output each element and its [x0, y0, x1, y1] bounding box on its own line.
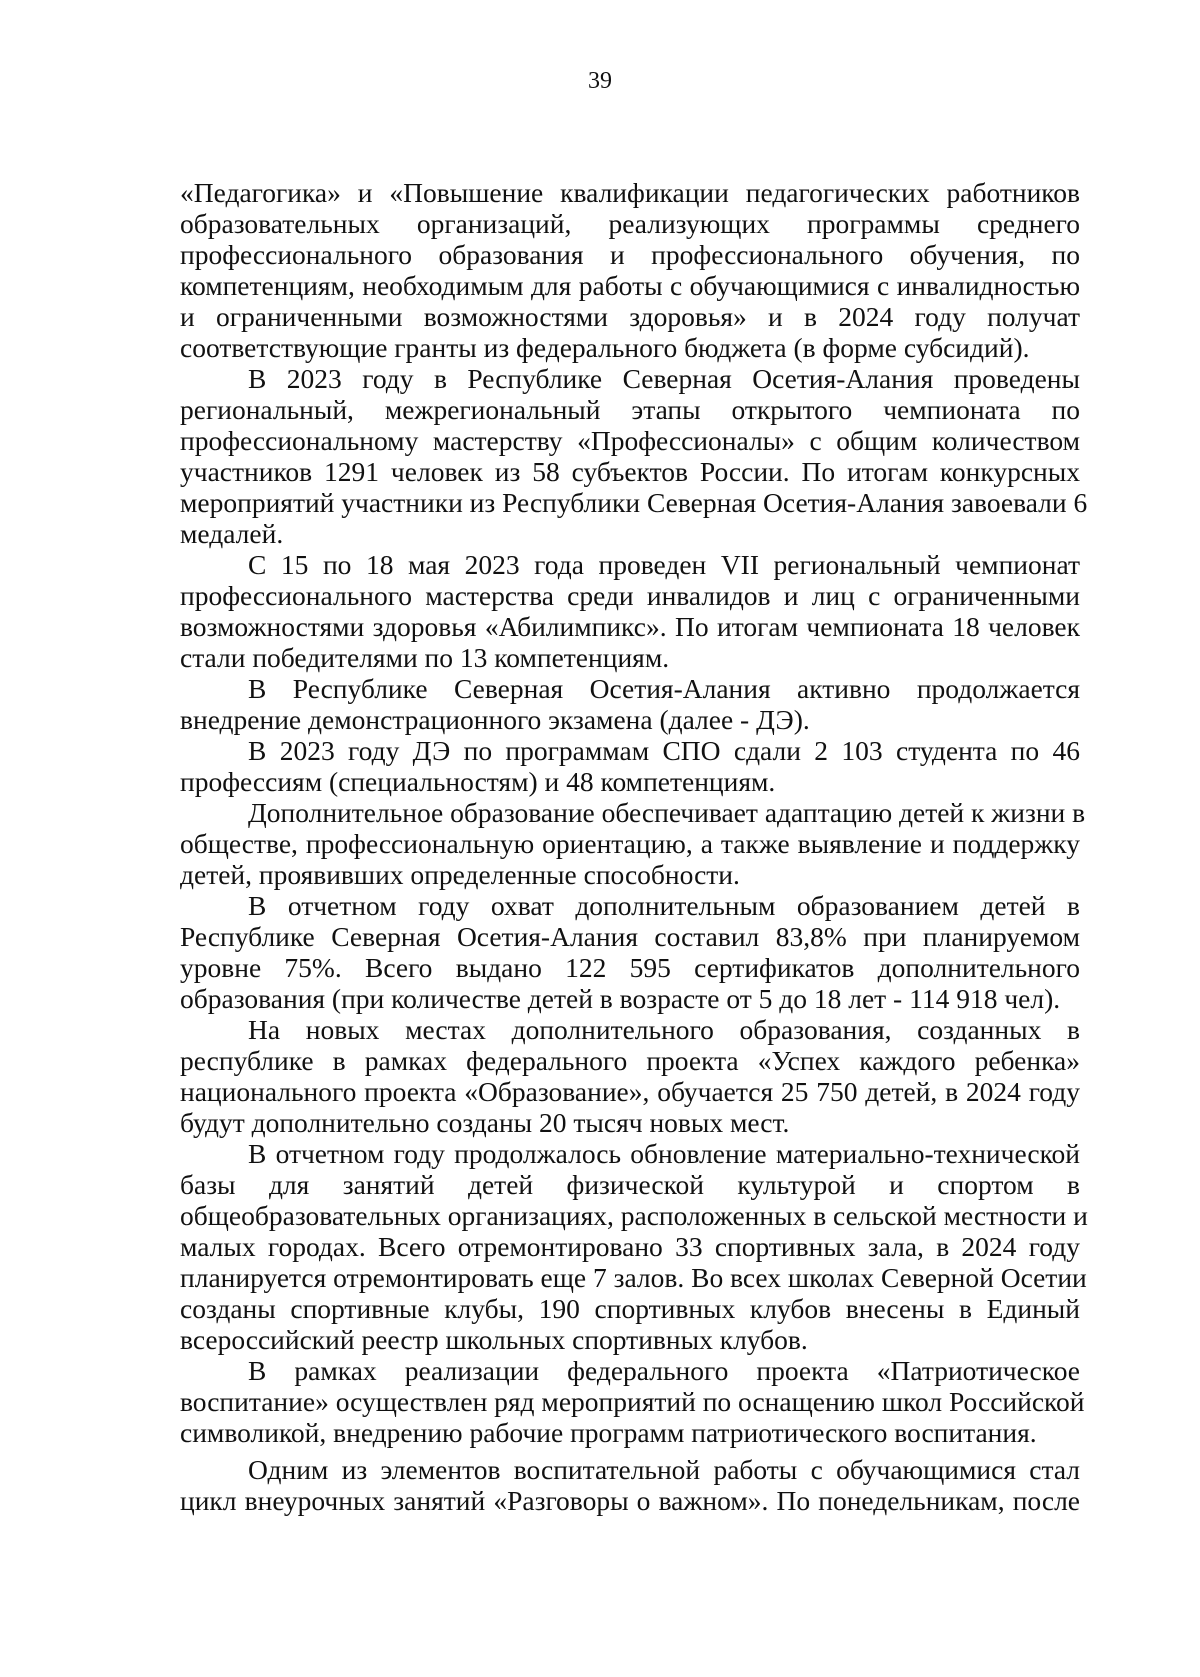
text-line: обществе, профессиональную ориентацию, а также выявление и поддержку	[180, 828, 1080, 859]
page-number: 39	[588, 68, 612, 94]
text-line: цикл внеурочных занятий «Разговоры о важном». По понедельникам, после	[180, 1485, 1080, 1516]
text-line: будут дополнительно созданы 20 тысяч новых мест.	[180, 1107, 790, 1138]
text-line: Одним из элементов воспитательной работы с обучающимися стал	[248, 1454, 1080, 1485]
text-line: республике в рамках федерального проекта «Успех каждого ребенка»	[180, 1045, 1080, 1076]
text-line: стали победителями по 13 компетенциям.	[180, 642, 670, 673]
text-line: образования (при количестве детей в возрасте от 5 до 18 лет - 114 918 чел).	[180, 983, 1061, 1014]
text-line: В рамках реализации федерального проекта «Патриотическое	[248, 1355, 1080, 1386]
text-line: В 2023 году в Республике Северная Осетия-Алания проведены	[248, 363, 1080, 394]
paragraph	[180, 549, 1080, 673]
text-line: В отчетном году продолжалось обновление материально-технической	[248, 1138, 1080, 1169]
text-line: Дополнительное образование обеспечивает адаптацию детей к жизни в	[248, 797, 1086, 828]
text-line: символикой, внедрению рабочие программ патриотического воспитания.	[180, 1417, 1037, 1448]
text-line: В Республике Северная Осетия-Алания активно продолжается	[248, 673, 1080, 704]
paragraph	[180, 673, 1080, 735]
text-line: участников 1291 человек из 58 субъектов России. По итогам конкурсных	[180, 456, 1080, 487]
text-line: профессиональному мастерству «Профессионалы» с общим количеством	[180, 425, 1080, 456]
text-line: медалей.	[180, 518, 284, 549]
paragraph	[180, 1355, 1085, 1448]
text-line: созданы спортивные клубы, 190 спортивных клубов внесены в Единый	[180, 1293, 1080, 1324]
paragraph	[180, 735, 1080, 797]
paragraph	[180, 1454, 1080, 1516]
text-line: и ограниченными возможностями здоровья» и в 2024 году получат	[180, 301, 1080, 332]
text-line: региональный, межрегиональный этапы открытого чемпионата по	[180, 394, 1080, 425]
paragraph	[180, 797, 1086, 890]
paragraph	[180, 890, 1080, 1014]
text-line: национального проекта «Образование», обучается 25 750 детей, в 2024 году	[180, 1076, 1080, 1107]
paragraph	[180, 1138, 1088, 1355]
text-line: В отчетном году охват дополнительным образованием детей в	[248, 890, 1080, 921]
text-line: уровне 75%. Всего выдано 122 595 сертификатов дополнительного	[180, 952, 1080, 983]
text-line: «Педагогика» и «Повышение квалификации педагогических работников	[180, 177, 1080, 208]
text-line: возможностями здоровья «Абилимпикс». По итогам чемпионата 18 человек	[180, 611, 1080, 642]
text-line: профессиям (специальностям) и 48 компетенциям.	[180, 766, 776, 797]
text-line: базы для занятий детей физической культурой и спортом в	[180, 1169, 1080, 1200]
text-line: профессионального образования и профессионального обучения, по	[180, 239, 1080, 270]
text-line: внедрение демонстрационного экзамена (далее - ДЭ).	[180, 704, 810, 735]
text-line: воспитание» осуществлен ряд мероприятий по оснащению школ Российской	[180, 1386, 1085, 1417]
text-line: Республике Северная Осетия-Алания составил 83,8% при планируемом	[180, 921, 1080, 952]
text-line: На новых местах дополнительного образования, созданных в	[248, 1014, 1080, 1045]
text-line: детей, проявивших определенные способности.	[180, 859, 740, 890]
text-line: образовательных организаций, реализующих программы среднего	[180, 208, 1080, 239]
text-line: мероприятий участники из Республики Северная Осетия-Алания завоевали 6	[180, 487, 1088, 518]
text-line: всероссийский реестр школьных спортивных клубов.	[180, 1324, 808, 1355]
text-line: общеобразовательных организациях, расположенных в сельской местности и	[180, 1200, 1088, 1231]
paragraph	[180, 1014, 1080, 1138]
text-line: В 2023 году ДЭ по программам СПО сдали 2 103 студента по 46	[248, 735, 1080, 766]
text-line: профессионального мастерства среди инвалидов и лиц с ограниченными	[180, 580, 1080, 611]
paragraph	[180, 177, 1080, 363]
document-body	[180, 177, 1088, 1516]
text-line: планируется отремонтировать еще 7 залов. Во всех школах Северной Осетии	[180, 1262, 1087, 1293]
paragraph	[180, 363, 1088, 549]
text-line: малых городах. Всего отремонтировано 33 спортивных зала, в 2024 году	[180, 1231, 1080, 1262]
text-line: соответствующие гранты из федерального бюджета (в форме субсидий).	[180, 332, 1030, 363]
text-line: С 15 по 18 мая 2023 года проведен VII региональный чемпионат	[248, 549, 1080, 580]
text-line: компетенциям, необходимым для работы с обучающимися с инвалидностью	[180, 270, 1080, 301]
